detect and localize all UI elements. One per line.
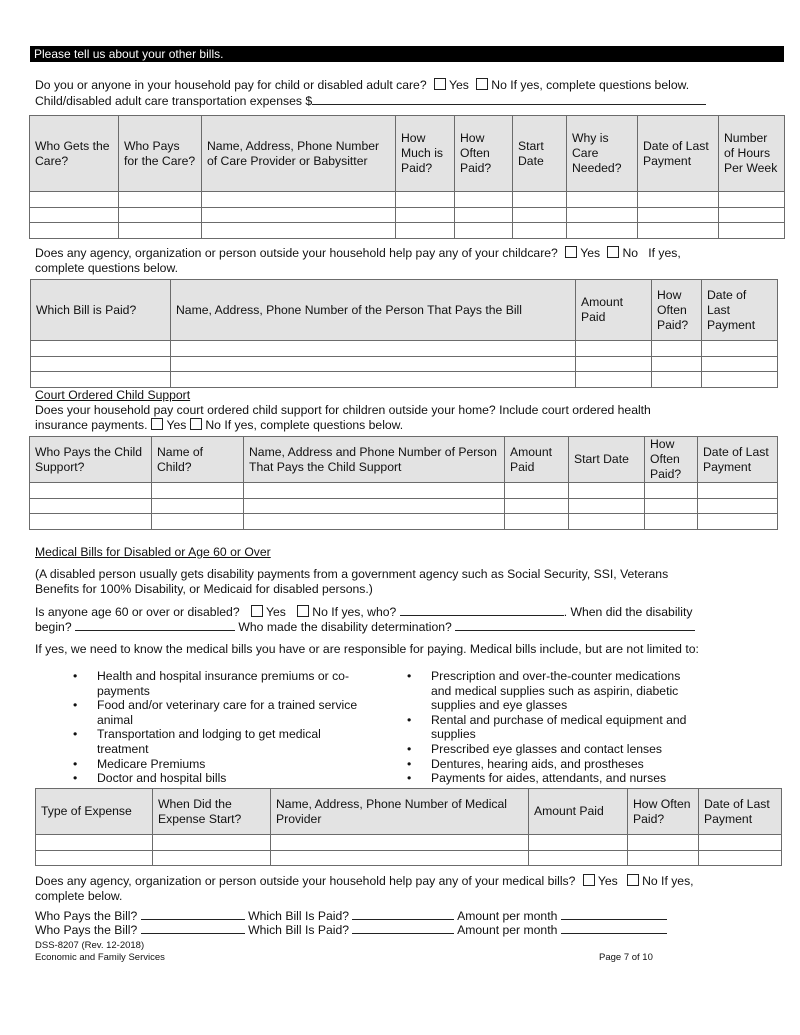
medical-title: Medical Bills for Disabled or Age 60 or Over bbox=[35, 545, 271, 559]
column-header: Name, Address, Phone Number of Medical Provider bbox=[271, 789, 529, 835]
table-cell-input[interactable] bbox=[567, 192, 638, 208]
column-header: Which Bill is Paid? bbox=[31, 280, 171, 341]
table-row bbox=[30, 192, 785, 208]
column-header: Date of Last Payment bbox=[638, 116, 719, 192]
childcare-help-no-checkbox[interactable] bbox=[607, 246, 619, 258]
table-cell-input[interactable] bbox=[152, 483, 244, 499]
question-text: Does any agency, organization or person outside your household help pay any of your childcare? bbox=[35, 246, 558, 260]
table-cell-input[interactable] bbox=[244, 483, 505, 499]
question-text: Does any agency, organization or person outside your household help pay any of your medical bills? bbox=[35, 874, 576, 888]
bullet-item bbox=[407, 741, 751, 757]
bullet-text: animal bbox=[97, 712, 133, 727]
column-header: Name of Child? bbox=[152, 437, 244, 483]
amount-field-1[interactable] bbox=[561, 908, 667, 920]
payer-row-2 bbox=[35, 922, 667, 938]
table-cell-input[interactable] bbox=[576, 372, 652, 388]
bullet-text: Prescribed eye glasses and contact lenses bbox=[431, 741, 663, 756]
which-bill-label: Which Bill Is Paid? bbox=[248, 909, 349, 923]
child-care-no-checkbox[interactable] bbox=[476, 78, 488, 90]
table-cell-input[interactable] bbox=[271, 835, 529, 851]
bullet-item bbox=[73, 727, 397, 756]
medical-bills-table bbox=[35, 788, 782, 866]
table-cell-input[interactable] bbox=[719, 223, 785, 239]
who-pays-label: Who Pays the Bill? bbox=[35, 909, 138, 923]
table-cell-input[interactable] bbox=[569, 483, 645, 499]
bullet-text: Prescription and over-the-counter medications bbox=[431, 669, 681, 683]
question-text: Do you or anyone in your household pay for child or disabled adult care? bbox=[35, 78, 427, 92]
table-cell-input[interactable] bbox=[271, 850, 529, 866]
table-cell-input[interactable] bbox=[529, 850, 628, 866]
bullet-item bbox=[407, 712, 751, 742]
column-header: Amount Paid bbox=[505, 437, 569, 483]
bullet-icon: • bbox=[73, 756, 78, 771]
child-support-question-cont bbox=[35, 418, 403, 433]
table-cell-input[interactable] bbox=[30, 192, 119, 208]
bullet-item bbox=[73, 756, 397, 772]
table-row bbox=[31, 372, 778, 388]
no-label: No bbox=[491, 78, 507, 92]
disabled-no-checkbox[interactable] bbox=[297, 605, 309, 617]
yes-label: Yes bbox=[597, 874, 618, 888]
table-cell-input[interactable] bbox=[505, 514, 569, 530]
bullet-icon: • bbox=[407, 756, 412, 771]
bullet-icon: • bbox=[407, 712, 412, 727]
table-cell-input[interactable] bbox=[202, 223, 396, 239]
table-cell-input[interactable] bbox=[455, 223, 513, 239]
table-cell-input[interactable] bbox=[119, 223, 202, 239]
amount-label: Amount per month bbox=[457, 923, 558, 937]
column-header: Type of Expense bbox=[36, 789, 153, 835]
child-care-yes-checkbox[interactable] bbox=[434, 78, 446, 90]
table-cell-input[interactable] bbox=[638, 223, 719, 239]
table-cell-input[interactable] bbox=[569, 498, 645, 514]
transport-expense-field[interactable] bbox=[312, 93, 706, 105]
table-cell-input[interactable] bbox=[30, 514, 152, 530]
bullet-icon: • bbox=[73, 698, 78, 713]
table-cell-input[interactable] bbox=[645, 498, 698, 514]
column-header: Amount Paid bbox=[529, 789, 628, 835]
bullet-item bbox=[73, 698, 397, 727]
disabled-question bbox=[35, 604, 692, 620]
column-header: Date of Last Payment bbox=[698, 437, 778, 483]
bullet-item bbox=[407, 771, 751, 786]
table-cell-input[interactable] bbox=[152, 498, 244, 514]
bullet-icon: • bbox=[407, 741, 412, 756]
table-row bbox=[36, 835, 782, 851]
table-cell-input[interactable] bbox=[628, 835, 699, 851]
table-cell-input[interactable] bbox=[36, 835, 153, 851]
table-cell-input[interactable] bbox=[30, 483, 152, 499]
bullet-text: and medical supplies such as aspirin, diabetic bbox=[431, 683, 679, 698]
medical-bullets-right bbox=[407, 669, 751, 786]
table-cell-input[interactable] bbox=[244, 498, 505, 514]
table-cell-input[interactable] bbox=[153, 850, 271, 866]
table-cell-input[interactable] bbox=[638, 207, 719, 223]
child-care-question bbox=[35, 78, 689, 93]
table-row bbox=[30, 498, 778, 514]
table-cell-input[interactable] bbox=[455, 192, 513, 208]
column-header: When Did the Expense Start? bbox=[153, 789, 271, 835]
table-cell-input[interactable] bbox=[529, 835, 628, 851]
who-pays-label: Who Pays the Bill? bbox=[35, 923, 138, 937]
bullet-icon: • bbox=[73, 669, 78, 683]
bullet-text: Rental and purchase of medical equipment and bbox=[431, 712, 687, 727]
who-pays-field-1[interactable] bbox=[141, 908, 245, 920]
table-cell-input[interactable] bbox=[505, 498, 569, 514]
column-header: How Much is Paid? bbox=[396, 116, 455, 192]
which-bill-field-1[interactable] bbox=[352, 908, 454, 920]
when-label: . When did the disability bbox=[563, 605, 693, 619]
bullet-item bbox=[73, 771, 397, 786]
column-header: How Often Paid? bbox=[455, 116, 513, 192]
table-cell-input[interactable] bbox=[698, 498, 778, 514]
table-cell-input[interactable] bbox=[513, 192, 567, 208]
yes-label: Yes bbox=[166, 418, 187, 432]
table-cell-input[interactable] bbox=[628, 850, 699, 866]
column-header: Why is Care Needed? bbox=[567, 116, 638, 192]
column-header: Name, Address, Phone Number of the Person That Pays the Bill bbox=[171, 280, 576, 341]
question-text: Is anyone age 60 or over or disabled? bbox=[35, 605, 240, 619]
bullet-text: Doctor and hospital bills bbox=[97, 771, 227, 786]
instruction-text-cont: complete below. bbox=[35, 889, 123, 903]
instruction-text: If yes, bbox=[648, 246, 681, 260]
column-header: Who Pays the Child Support? bbox=[30, 437, 152, 483]
bullet-icon: • bbox=[407, 669, 412, 683]
yes-label: Yes bbox=[449, 78, 469, 92]
which-bill-label: Which Bill Is Paid? bbox=[248, 923, 349, 937]
bullet-item bbox=[407, 756, 751, 772]
table-cell-input[interactable] bbox=[645, 514, 698, 530]
agency-name: Economic and Family Services bbox=[35, 952, 165, 963]
medical-help-yes-checkbox[interactable] bbox=[583, 874, 595, 886]
instruction-text: If yes, complete questions below. bbox=[510, 78, 690, 92]
table-cell-input[interactable] bbox=[638, 192, 719, 208]
bullet-text: Food and/or veterinary care for a trained service bbox=[97, 698, 358, 713]
table-cell-input[interactable] bbox=[119, 207, 202, 223]
table-header-row bbox=[31, 280, 778, 341]
childcare-help-table bbox=[30, 279, 778, 388]
table-cell-input[interactable] bbox=[30, 498, 152, 514]
table-cell-input[interactable] bbox=[171, 372, 576, 388]
no-label: No bbox=[622, 246, 639, 260]
bullet-text: payments bbox=[97, 683, 150, 698]
table-cell-input[interactable] bbox=[576, 356, 652, 372]
which-bill-field-2[interactable] bbox=[352, 922, 454, 934]
page-number: Page 7 of 10 bbox=[599, 952, 653, 963]
bullet-text: Payments for aides, attendants, and nurses bbox=[431, 771, 667, 786]
table-cell-input[interactable] bbox=[698, 483, 778, 499]
table-cell-input[interactable] bbox=[513, 207, 567, 223]
bullet-text: Transportation and lodging to get medical bbox=[97, 727, 321, 742]
table-cell-input[interactable] bbox=[396, 192, 455, 208]
no-label: No bbox=[205, 418, 221, 432]
medical-note: (A disabled person usually gets disability payments from a government agency such as Social Security, SSI, Veterans bbox=[35, 567, 669, 581]
table-cell-input[interactable] bbox=[569, 514, 645, 530]
table-cell-input[interactable] bbox=[396, 223, 455, 239]
who-field[interactable] bbox=[400, 604, 564, 616]
column-header: Start Date bbox=[513, 116, 567, 192]
bullet-icon: • bbox=[73, 727, 78, 742]
table-cell-input[interactable] bbox=[171, 341, 576, 357]
column-header: How Often Paid? bbox=[645, 437, 698, 483]
begin-field[interactable] bbox=[75, 619, 235, 631]
table-row bbox=[36, 850, 782, 866]
table-header-row bbox=[36, 789, 782, 835]
form-id: DSS-8207 (Rev. 12-2018) bbox=[35, 940, 145, 951]
table-cell-input[interactable] bbox=[119, 192, 202, 208]
table-cell-input[interactable] bbox=[171, 356, 576, 372]
table-cell-input[interactable] bbox=[31, 356, 171, 372]
table-row bbox=[31, 341, 778, 357]
question-text: insurance payments. bbox=[35, 418, 148, 432]
table-cell-input[interactable] bbox=[244, 514, 505, 530]
disabled-yes-checkbox[interactable] bbox=[251, 605, 263, 617]
begin-label: begin? bbox=[35, 620, 72, 634]
determination-field[interactable] bbox=[455, 619, 695, 631]
table-cell-input[interactable] bbox=[152, 514, 244, 530]
table-cell-input[interactable] bbox=[31, 372, 171, 388]
column-header: Date of Last Payment bbox=[702, 280, 778, 341]
bullet-text: Dentures, hearing aids, and prostheses bbox=[431, 756, 644, 771]
table-row bbox=[30, 207, 785, 223]
table-cell-input[interactable] bbox=[153, 835, 271, 851]
table-cell-input[interactable] bbox=[702, 341, 778, 357]
table-cell-input[interactable] bbox=[396, 207, 455, 223]
table-cell-input[interactable] bbox=[645, 483, 698, 499]
table-cell-input[interactable] bbox=[699, 835, 782, 851]
bullet-item bbox=[407, 669, 751, 713]
medical-intro: If yes, we need to know the medical bills you have or are responsible for paying. Medical bills include, but are not limited to: bbox=[35, 642, 699, 656]
table-cell-input[interactable] bbox=[36, 850, 153, 866]
medical-help-question bbox=[35, 874, 694, 889]
table-cell-input[interactable] bbox=[702, 356, 778, 372]
table-header-row bbox=[30, 116, 785, 192]
bullet-icon: • bbox=[73, 771, 78, 786]
child-support-table bbox=[29, 436, 778, 530]
table-cell-input[interactable] bbox=[652, 341, 702, 357]
column-header: How Often Paid? bbox=[652, 280, 702, 341]
table-cell-input[interactable] bbox=[719, 207, 785, 223]
table-cell-input[interactable] bbox=[513, 223, 567, 239]
bullet-item bbox=[73, 669, 397, 698]
determination-label: Who made the disability determination? bbox=[238, 620, 452, 634]
column-header: Number of Hours Per Week bbox=[719, 116, 785, 192]
table-cell-input[interactable] bbox=[567, 223, 638, 239]
transport-expense-line bbox=[35, 93, 706, 109]
amount-label: Amount per month bbox=[457, 909, 558, 923]
table-cell-input[interactable] bbox=[455, 207, 513, 223]
table-cell-input[interactable] bbox=[567, 207, 638, 223]
bullet-text: supplies bbox=[431, 727, 476, 742]
table-cell-input[interactable] bbox=[505, 483, 569, 499]
bullet-text: treatment bbox=[97, 741, 149, 756]
bullet-text: supplies and eye glasses bbox=[431, 698, 568, 713]
table-row bbox=[30, 514, 778, 530]
child-care-table bbox=[29, 115, 785, 239]
column-header: Date of Last Payment bbox=[699, 789, 782, 835]
column-header: Who Gets the Care? bbox=[30, 116, 119, 192]
table-cell-input[interactable] bbox=[699, 850, 782, 866]
medical-bullets-left bbox=[73, 669, 397, 786]
table-cell-input[interactable] bbox=[202, 207, 396, 223]
yes-label: Yes bbox=[266, 605, 286, 619]
child-support-no-checkbox[interactable] bbox=[190, 418, 202, 430]
transport-label: Child/disabled adult care transportation expenses $ bbox=[35, 94, 313, 108]
childcare-help-yes-checkbox[interactable] bbox=[565, 246, 577, 258]
column-header: Name, Address, Phone Number of Care Provider or Babysitter bbox=[202, 116, 396, 192]
table-row bbox=[31, 356, 778, 372]
column-header: Amount Paid bbox=[576, 280, 652, 341]
yes-label: Yes bbox=[580, 246, 601, 260]
who-label: If yes, who? bbox=[331, 605, 397, 619]
column-header: Start Date bbox=[569, 437, 645, 483]
table-cell-input[interactable] bbox=[31, 341, 171, 357]
child-support-title: Court Ordered Child Support bbox=[35, 388, 191, 402]
table-row bbox=[30, 223, 785, 239]
table-cell-input[interactable] bbox=[652, 356, 702, 372]
table-cell-input[interactable] bbox=[202, 192, 396, 208]
bullet-text: Medicare Premiums bbox=[97, 756, 206, 771]
medical-help-no-checkbox[interactable] bbox=[627, 874, 639, 886]
table-cell-input[interactable] bbox=[652, 372, 702, 388]
child-support-question: Does your household pay court ordered child support for children outside your home? Include court ordered health bbox=[35, 403, 651, 417]
table-cell-input[interactable] bbox=[576, 341, 652, 357]
column-header: Who Pays for the Care? bbox=[119, 116, 202, 192]
child-support-yes-checkbox[interactable] bbox=[151, 418, 163, 430]
table-header-row bbox=[30, 437, 778, 483]
bullet-icon: • bbox=[407, 771, 412, 786]
table-cell-input[interactable] bbox=[30, 207, 119, 223]
no-label: No If yes, bbox=[642, 874, 694, 888]
no-label: No bbox=[312, 605, 328, 619]
table-cell-input[interactable] bbox=[698, 514, 778, 530]
section-banner: Please tell us about your other bills. bbox=[30, 46, 784, 62]
who-pays-field-2[interactable] bbox=[141, 922, 245, 934]
childcare-help-question bbox=[35, 246, 681, 261]
bullet-text: Health and hospital insurance premiums or co- bbox=[97, 669, 349, 683]
disability-begin-line bbox=[35, 619, 695, 635]
table-row bbox=[30, 483, 778, 499]
instruction-text: If yes, complete questions below. bbox=[224, 418, 404, 432]
table-cell-input[interactable] bbox=[719, 192, 785, 208]
amount-field-2[interactable] bbox=[561, 922, 667, 934]
medical-note-cont: Benefits for 100% Disability, or Medicaid for disabled persons.) bbox=[35, 582, 373, 596]
column-header: Name, Address and Phone Number of Person That Pays the Child Support bbox=[244, 437, 505, 483]
column-header: How Often Paid? bbox=[628, 789, 699, 835]
table-cell-input[interactable] bbox=[30, 223, 119, 239]
instruction-text-cont: complete questions below. bbox=[35, 261, 178, 275]
table-cell-input[interactable] bbox=[702, 372, 778, 388]
